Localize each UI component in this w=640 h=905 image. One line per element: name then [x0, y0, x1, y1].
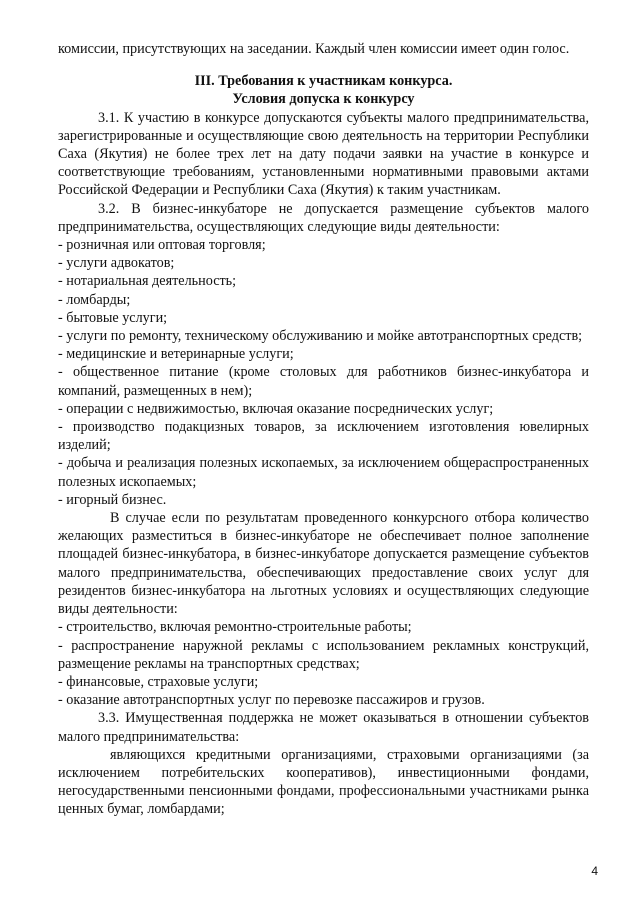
intro-paragraph: комиссии, присутствующих на заседании. Каждый член комиссии имеет один голос.	[58, 41, 570, 57]
list-item: - оказание автотранспортных услуг по перевозке пассажиров и грузов.	[58, 692, 485, 709]
list-item: - общественное питание (кроме столовых для работников бизнес-инкубатора и компаний, размещенных в нем);	[58, 364, 589, 399]
list-item: - игорный бизнес.	[58, 491, 167, 508]
list-item: - бытовые услуги;	[58, 309, 168, 326]
list-item: - финансовые, страховые услуги;	[58, 673, 259, 690]
paragraph-3-2: 3.2. В бизнес-инкубаторе не допускается размещение субъектов малого предпринимательства, осуществляющих следующие виды деятельности:	[58, 200, 589, 235]
list-item: - производство подакцизных товаров, за исключением изготовления ювелирных изделий;	[58, 419, 589, 454]
exception-paragraph: В случае если по результатам проведенного конкурсного отбора количество желающих разместиться в бизнес-инкубаторе не обеспечивает полное заполнение площадей бизнес-инкубатора, в бизнес-инкубаторе допускается размещение субъектов малого предпринимательства, обеспечивающих предоставление своих услуг для резидентов бизнес-инкубатора на льготных условиях и осуществляющих следующие виды деятельности:	[58, 510, 589, 618]
paragraph-3-3-item: являющихся кредитными организациями, страховыми организациями (за исключением потребительских кооперативов), инвестиционными фондами, негосударственными пенсионными фондами, профессиональными участниками рынка ценных бумаг, ломбардами;	[58, 746, 589, 818]
list-item: - добыча и реализация полезных ископаемых, за исключением общераспространенных полезных ископаемых;	[58, 455, 589, 490]
section-subtitle: Условия допуска к конкурсу	[232, 91, 415, 108]
document-page	[58, 40, 589, 819]
list-item: - распространение наружной рекламы с использованием рекламных конструкций, размещение рекламы на транспортных средствах;	[58, 637, 589, 672]
list-item: - операции с недвижимостью, включая оказание посреднических услуг;	[58, 400, 494, 417]
prohibited-list	[58, 236, 589, 509]
paragraph-3-1: 3.1. К участию в конкурсе допускаются субъекты малого предпринимательства, зарегистрированные и осуществляющие свою деятельность на территории Республики Саха (Якутия) не более трех лет на дату подачи заявки на участие в конкурсе и соответствующие требованиям, установленными нормативными правовыми актами Российской Федерации и Республики Саха (Якутия) к таким участникам.	[58, 109, 589, 199]
list-item: - розничная или оптовая торговля;	[58, 237, 266, 254]
section-title: III. Требования к участникам конкурса.	[194, 73, 453, 90]
page-number: 4	[591, 864, 598, 878]
list-item: - медицинские и ветеринарные услуги;	[58, 346, 294, 363]
list-item: - нотариальная деятельность;	[58, 273, 237, 290]
list-item: - услуги по ремонту, техническому обслуживанию и мойке автотранспортных средств;	[58, 328, 583, 345]
paragraph-3-3: 3.3. Имущественная поддержка не может оказываться в отношении субъектов малого предпринимательства:	[58, 710, 589, 745]
allowed-list	[58, 618, 589, 709]
list-item: - ломбарды;	[58, 291, 131, 308]
list-item: - строительство, включая ремонтно-строительные работы;	[58, 619, 412, 636]
list-item: - услуги адвокатов;	[58, 255, 175, 272]
